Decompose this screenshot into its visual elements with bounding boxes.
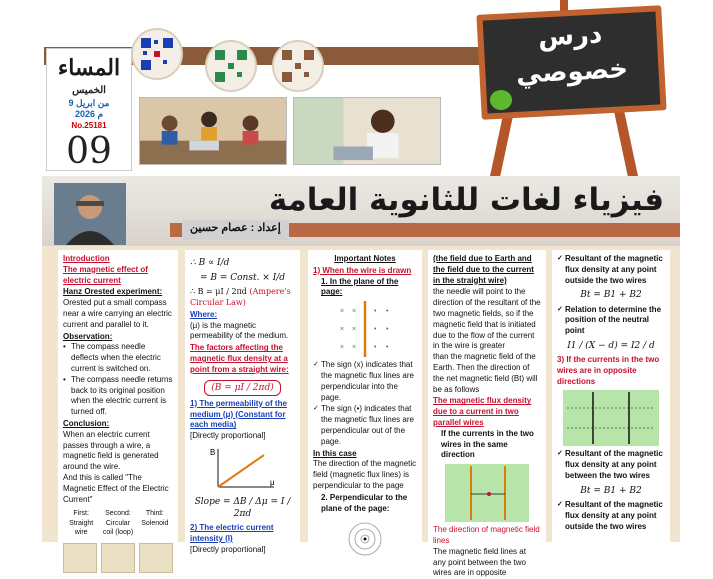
note-sign-dot: ✓ The sign (•) indicates that the magnetic flux lines are perpendicular out of the page. <box>313 404 417 447</box>
resultant-sum-equation: Bt = B1 + B2 <box>580 290 642 301</box>
field-lines-text: The magnetic field lines at any point between the two wires are in opposite <box>433 546 526 578</box>
qr-code-icon[interactable] <box>205 40 257 92</box>
resultant-outside-note: ✓ Resultant of the magnetic flux density at any point outside the two wires <box>557 254 665 286</box>
parallel-wires-heading: The magnetic flux density due to a current in two parallel wires <box>433 396 532 427</box>
resultant-outside-note-2: ✓ Resultant of the magnetic flux density at any point outside the two wires <box>557 500 665 532</box>
svg-text:•: • <box>374 308 377 316</box>
svg-text:•: • <box>386 326 389 334</box>
observation-heading: Observation: <box>63 331 113 341</box>
field-lines-heading: The direction of magnetic field lines <box>433 525 540 545</box>
where-heading: Where: <box>190 309 218 319</box>
equation-ampere: ∴ B = μI / 2πd <box>190 287 247 297</box>
earth-field-text-2: than the magnetic field of the Earth. Then the direction of the net magnetic field (Bt) will be as follows <box>433 352 538 394</box>
conductor-types <box>63 509 173 537</box>
svg-text:•: • <box>386 308 389 316</box>
field-direction-text: The direction of the magnetic field (magnetic flux lines) is perpendicular to the page <box>313 459 417 490</box>
parallel-wires-diagram <box>445 464 529 522</box>
conclusion-heading: Conclusion: <box>63 418 110 428</box>
chalkboard-line2: خصوصي <box>515 53 629 90</box>
newspaper-logo-card <box>46 48 132 171</box>
column-important-notes <box>308 250 422 542</box>
ampere-law-label: (Ampere's Circular Law) <box>190 287 291 308</box>
equation-constant: = B = Const. × I/d <box>199 273 286 284</box>
resultant-between-note: ✓ Resultant of the magnetic flux density at any point between the two wires <box>557 449 665 481</box>
chalkboard-line1: درس <box>537 19 603 53</box>
orested-heading: Hanz Orested experiment: <box>63 287 163 297</box>
svg-text:×: × <box>340 326 345 334</box>
this-case-heading: In this case <box>313 448 357 458</box>
factors-heading: The factors affecting the magnetic flux density at a point from a straight wire: <box>190 343 289 374</box>
graph-axis-mu: μ <box>269 477 275 487</box>
opposite-currents-heading: 3) If the currents in the two wires are in opposite directions <box>557 355 660 386</box>
observation-item: • The compass needle returns back to its original position when the electric current is turned off. <box>63 375 173 418</box>
resultant-between-equation: Bt = B1 + B2 <box>580 485 642 496</box>
directly-proportional-label: [Directly proportional] <box>190 544 266 554</box>
svg-text:×: × <box>352 326 357 334</box>
svg-text:•: • <box>374 326 377 334</box>
column-introduction <box>58 250 178 542</box>
slope-equation: Slope = ΔB / Δμ = I / 2πd <box>194 496 291 520</box>
permeability-definition: (μ) is the magnetic permeability of the medium. <box>190 320 289 341</box>
flux-density-formula: (B = μI / 2πd) <box>204 380 280 396</box>
type-circular-coil: Second: Circular coil (loop) <box>102 510 134 537</box>
page-number: 09 <box>66 131 112 172</box>
observation-item: • The compass needle deflects when the electric current is switched on. <box>63 342 173 374</box>
svg-text:•: • <box>374 344 377 352</box>
in-plane-heading: 1. In the plane of the page: <box>321 276 399 297</box>
factor-current: 2) The electric current intensity (I) <box>190 523 274 544</box>
column-ampere-law <box>185 250 300 554</box>
svg-text:×: × <box>352 344 357 352</box>
qr-code-icon[interactable] <box>272 40 324 92</box>
intro-heading: Introduction <box>63 254 110 263</box>
equation-proportional: ∴ B ∝ I/d <box>190 258 230 268</box>
earth-field-text: the needle will point to the direction of the resultant of the two magnetic fields, so if the magnetic field that is initiated due to the flow of the current in the wire is greater <box>433 287 541 351</box>
straight-wire-image <box>63 543 97 573</box>
column-earth-field <box>428 250 546 578</box>
svg-text:×: × <box>340 344 345 352</box>
column-resultant <box>552 250 670 542</box>
classroom-photo <box>139 97 287 165</box>
conclusion-text: When an electric current passes through a wire, a magnetic field is generated around the wire. <box>63 429 159 472</box>
same-direction-heading: If the currents in the two wires in the same direction <box>441 428 534 460</box>
issue-number: No.25181 <box>71 121 107 130</box>
wire-drawn-heading: 1) When the wire is drawn <box>313 265 412 275</box>
issue-day: الخميس <box>72 85 106 96</box>
factor-permeability: 1) The permeability of the medium (μ) (Constant for each media) <box>190 398 287 430</box>
neutral-point-note: ✓ Relation to determine the position of the neutral point <box>557 305 665 337</box>
svg-text:•: • <box>386 344 389 352</box>
b-mu-graph <box>208 445 278 493</box>
apple-icon <box>490 90 512 110</box>
author-name: إعداد : عصام حسين <box>182 220 289 240</box>
author-photo <box>54 183 126 245</box>
orested-text: Orested put a small compass near a wire carrying an electric current and parallel to it. <box>63 298 172 329</box>
svg-text:×: × <box>340 308 345 316</box>
graph-axis-b: B <box>209 447 215 457</box>
student-photo <box>293 97 441 165</box>
neutral-point-equation: I1 / (X − d) = I2 / d <box>567 340 655 351</box>
directly-proportional-label: [Directly proportional] <box>190 431 266 441</box>
note-sign-x: ✓ The sign (x) indicates that the magnetic flux lines are perpendicular into the page. <box>313 360 417 403</box>
conclusion-called: And this is called "The Magnetic Effect of the Electric Current" <box>63 472 169 504</box>
earth-field-heading: (the field due to Earth and the field due to the current in the straight wire) <box>433 254 534 285</box>
perpendicular-heading: 2. Perpendicular to the plane of the page: <box>321 492 408 513</box>
opposite-currents-diagram <box>563 390 659 446</box>
conductor-images <box>63 543 173 573</box>
type-straight-wire: First: Straight wire <box>69 510 94 537</box>
notes-heading: Important Notes <box>334 254 396 263</box>
concentric-field-diagram <box>335 517 395 557</box>
type-solenoid: Third: Solenoid <box>141 510 169 527</box>
circular-coil-image <box>101 543 135 573</box>
lesson-title: فيزياء لغات للثانوية العامة <box>268 182 664 218</box>
svg-text:×: × <box>352 308 357 316</box>
newspaper-name: المساء <box>57 55 121 81</box>
solenoid-image <box>139 543 173 573</box>
issue-date: 9 من ابريل <box>68 98 110 108</box>
issue-year: 2026 م <box>74 109 104 119</box>
lesson-banner <box>42 176 680 246</box>
qr-code-icon[interactable] <box>131 28 183 80</box>
wire-in-plane-diagram <box>330 301 400 357</box>
magnetic-effect-heading: The magnetic effect of electric current <box>63 264 148 285</box>
